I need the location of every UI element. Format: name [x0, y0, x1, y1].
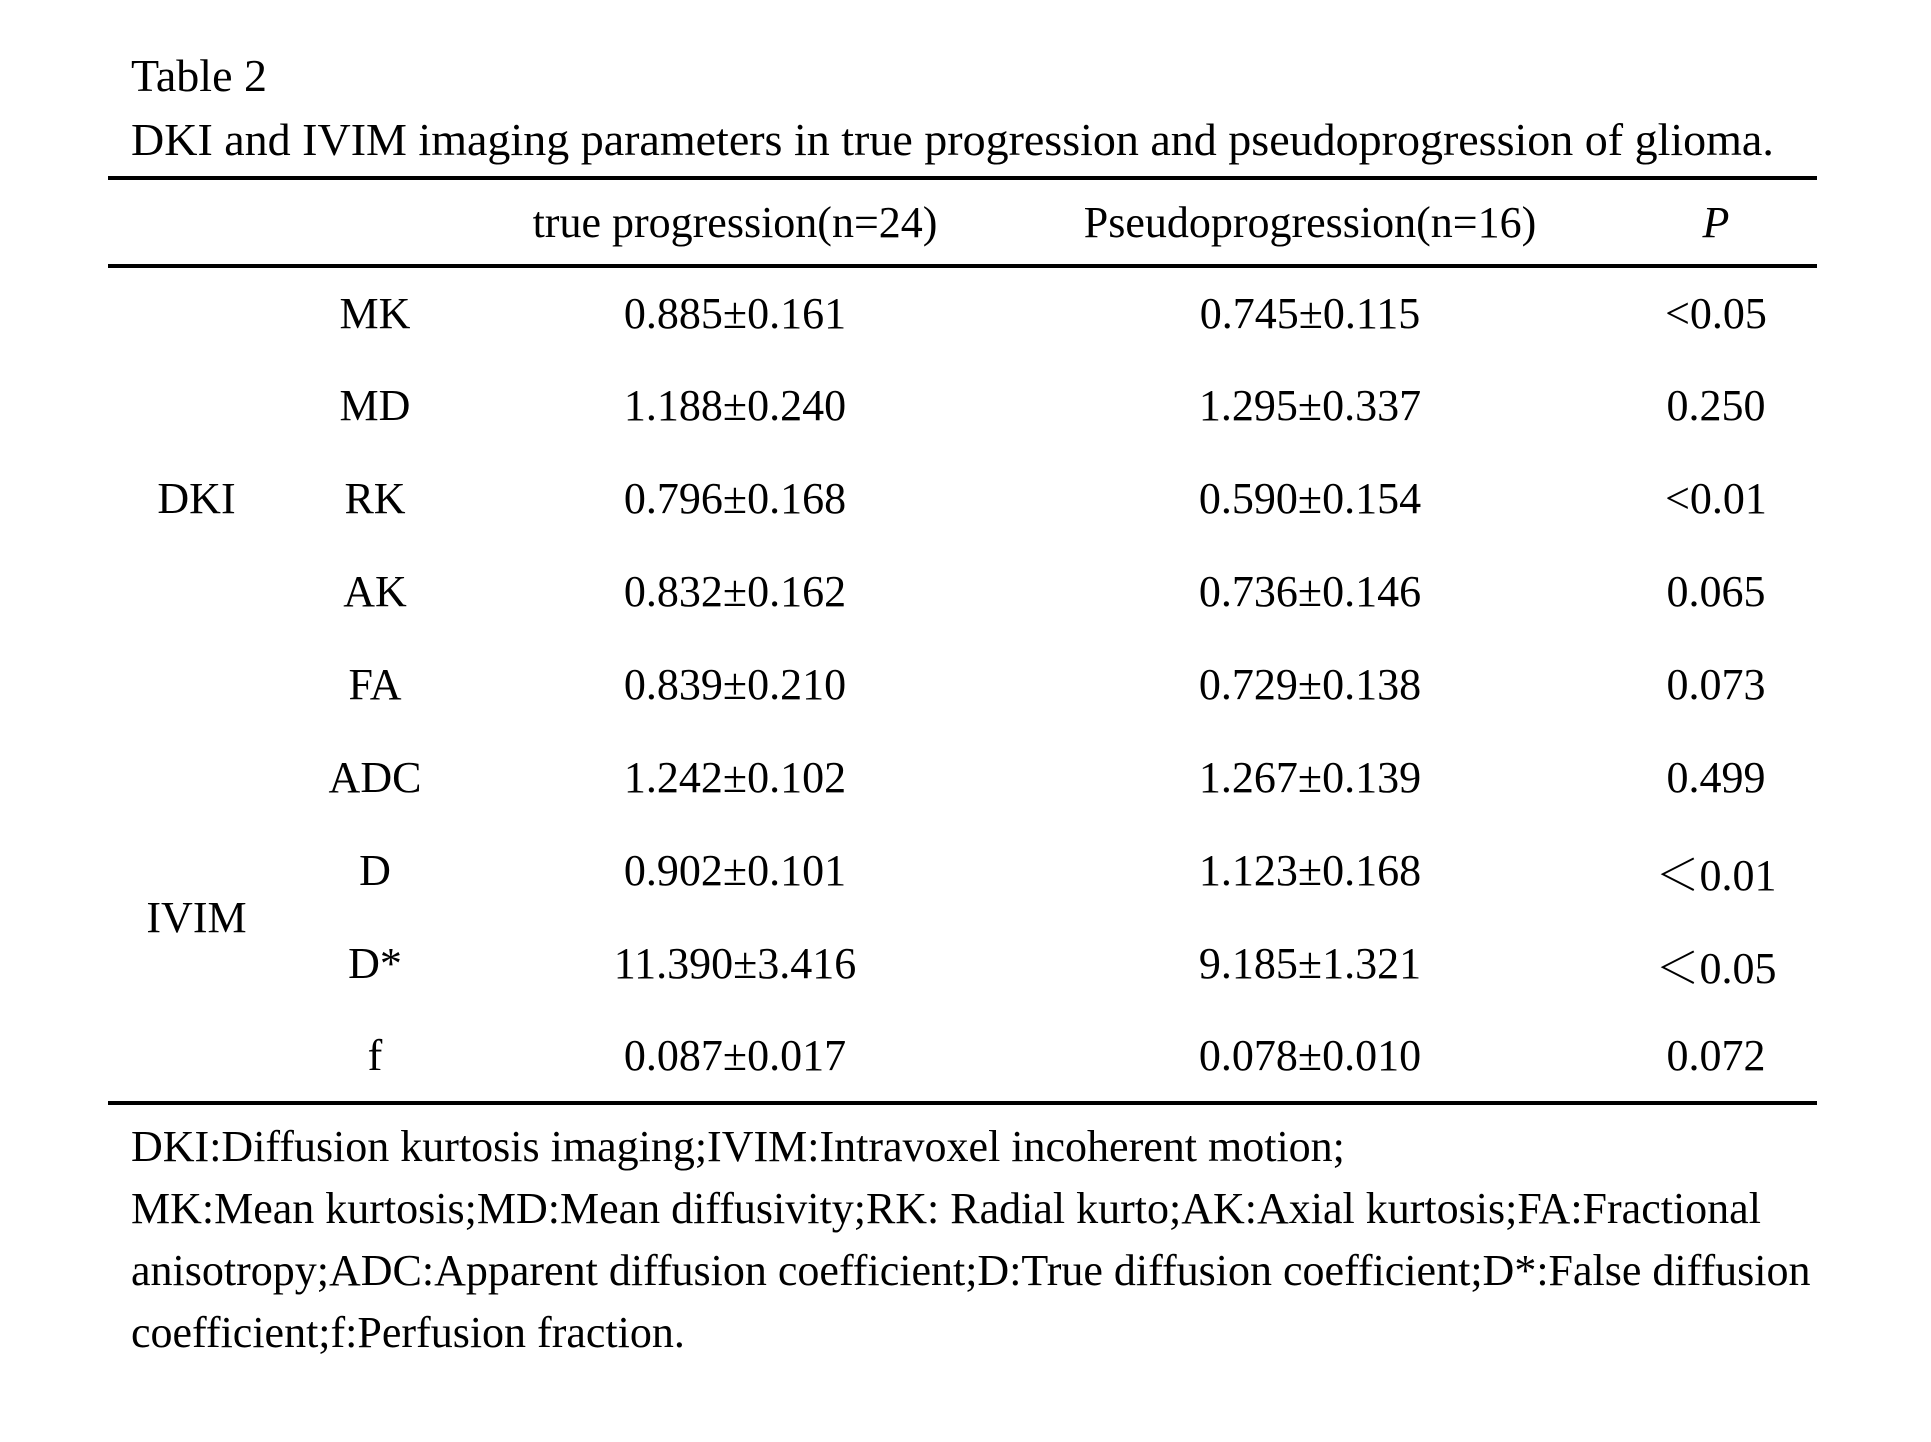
footnote-line: coefficient;f:Perfusion fraction. [131, 1308, 685, 1357]
true-progression-value: 0.839±0.210 [623, 660, 847, 709]
header-p: P [1702, 197, 1730, 247]
pseudoprogression-value: 0.590±0.154 [1198, 474, 1422, 523]
group-label [108, 731, 285, 824]
true-progression-value: 0.885±0.161 [623, 289, 847, 338]
group-label [108, 545, 285, 638]
param-label: AK [343, 567, 407, 616]
table-row [108, 266, 1817, 359]
param-label: D* [348, 939, 402, 988]
table-body [108, 266, 1817, 1103]
true-progression-value: 0.087±0.017 [623, 1031, 847, 1080]
param-label: RK [344, 474, 406, 523]
param-label: MK [339, 289, 411, 338]
param-label: FA [348, 660, 402, 709]
true-progression-value: 11.390±3.416 [613, 939, 857, 988]
pseudoprogression-value: 0.736±0.146 [1198, 567, 1422, 616]
pseudoprogression-value: 1.295±0.337 [1198, 381, 1422, 430]
table-row [108, 731, 1817, 824]
table-caption-title: DKI and IVIM imaging parameters in true progression and pseudoprogression of glioma. [131, 114, 1774, 165]
footnote-line: MK:Mean kurtosis;MD:Mean diffusivity;RK: Radial kurto;AK:Axial kurtosis;FA:Fractional [131, 1184, 1761, 1233]
table-caption-label: Table 2 [131, 50, 268, 101]
table-row [108, 917, 1817, 1010]
footnote-line: anisotropy;ADC:Apparent diffusion coefficient;D:True diffusion coefficient;D*:False diffusion [131, 1246, 1811, 1295]
table-row [108, 638, 1817, 731]
pseudoprogression-value: 9.185±1.321 [1198, 939, 1422, 988]
p-value: 0.073 [1666, 660, 1766, 709]
header-true-progression: true progression(n=24) [532, 197, 938, 247]
group-label: IVIM [146, 892, 247, 942]
group-label: DKI [157, 474, 236, 523]
p-value: ＜0.01 [1655, 850, 1777, 900]
true-progression-value: 0.796±0.168 [623, 474, 847, 523]
table-row [108, 452, 1817, 545]
p-value: 0.250 [1666, 381, 1766, 430]
p-value: 0.065 [1666, 567, 1766, 616]
footnote-line: DKI:Diffusion kurtosis imaging;IVIM:Intravoxel incoherent motion; [131, 1122, 1345, 1171]
p-value: <0.05 [1665, 289, 1767, 338]
header-row [108, 178, 1817, 266]
table-row [108, 359, 1817, 452]
group-label [108, 266, 285, 359]
pseudoprogression-value: 0.745±0.115 [1199, 289, 1421, 338]
pseudoprogression-value: 0.729±0.138 [1198, 660, 1422, 709]
table-row [108, 545, 1817, 638]
header-pseudoprogression: Pseudoprogression(n=16) [1083, 197, 1537, 247]
pseudoprogression-value: 1.267±0.139 [1198, 753, 1422, 802]
p-value: <0.01 [1665, 474, 1767, 523]
true-progression-value: 1.242±0.102 [623, 753, 847, 802]
table-row [108, 1010, 1817, 1103]
param-label: ADC [328, 753, 422, 802]
pseudoprogression-value: 1.123±0.168 [1198, 846, 1422, 895]
p-value: 0.499 [1666, 753, 1766, 802]
table-caption [131, 44, 1774, 172]
p-value: 0.072 [1666, 1031, 1766, 1080]
param-label: f [367, 1031, 383, 1080]
header-param [285, 178, 465, 266]
header-group [108, 178, 285, 266]
true-progression-value: 1.188±0.240 [623, 381, 847, 430]
group-label [108, 1010, 285, 1103]
p-value: ＜0.05 [1655, 943, 1777, 993]
param-label: MD [339, 381, 411, 430]
group-label [108, 359, 285, 452]
true-progression-value: 0.832±0.162 [623, 567, 847, 616]
group-label [108, 638, 285, 731]
footnotes [131, 1116, 1811, 1364]
parameters-table [108, 176, 1817, 1105]
pseudoprogression-value: 0.078±0.010 [1198, 1031, 1422, 1080]
true-progression-value: 0.902±0.101 [623, 846, 847, 895]
table-row [108, 824, 1817, 917]
param-label: D [359, 846, 391, 895]
